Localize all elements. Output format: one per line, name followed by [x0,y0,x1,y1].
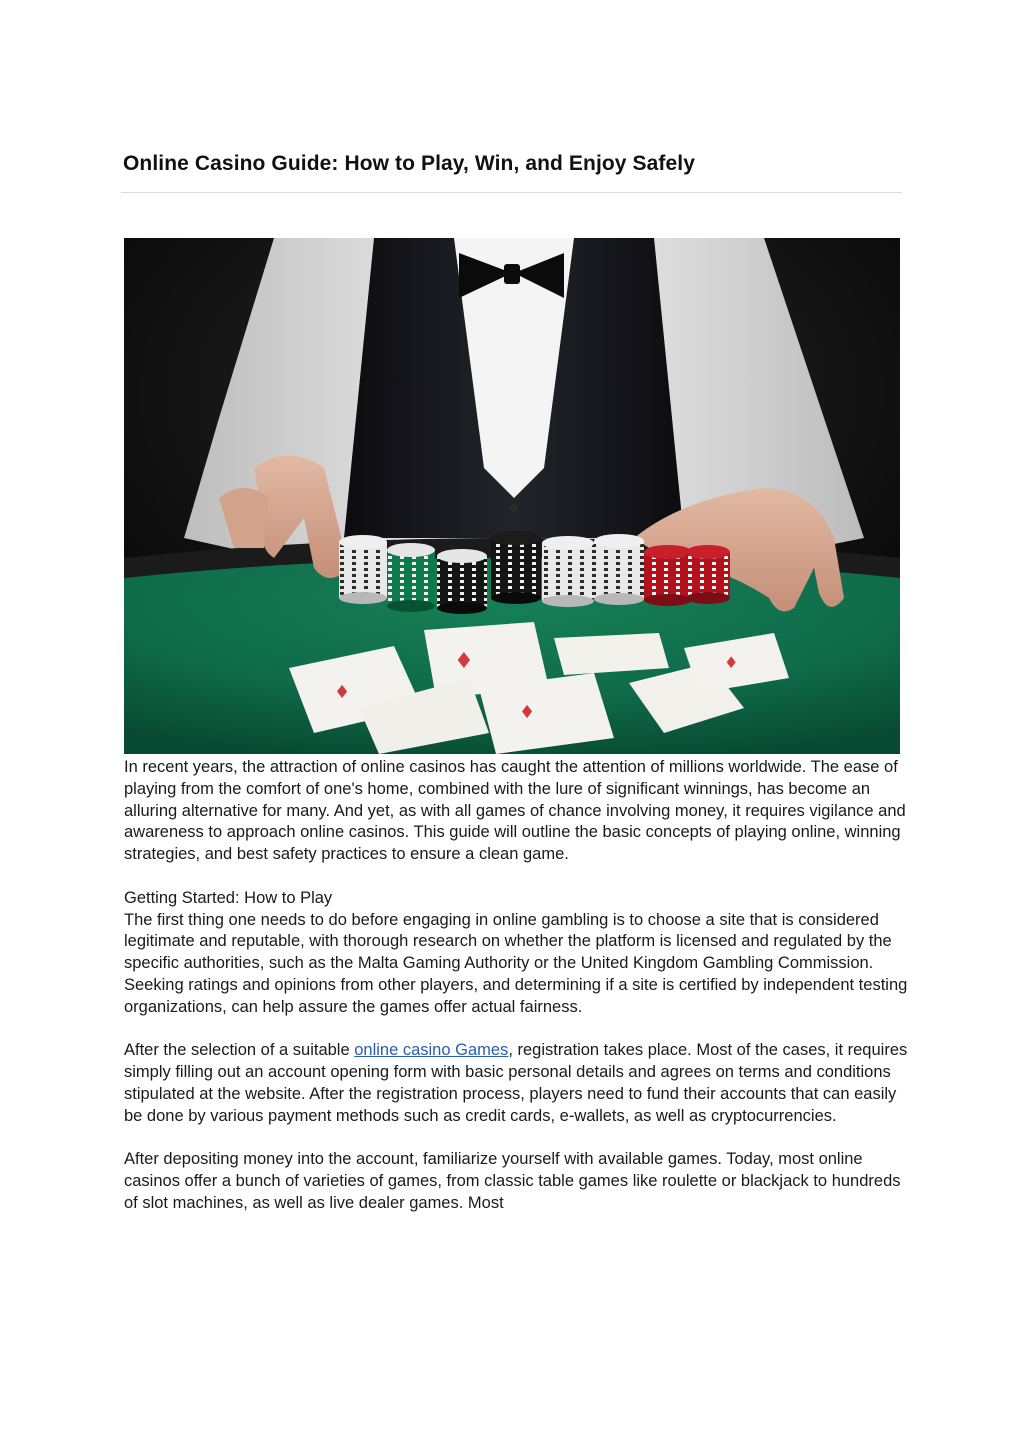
section-paragraph-2 [124,1040,914,1127]
section-paragraph-3: After depositing money into the account, familiarize yourself with available games. Today, most online casinos offer a bunch of varieties of games, from classic table games like roulette or blackjack to hundreds of slot machines, as well as live dealer games. Most [124,1150,901,1212]
section-paragraph-1: The first thing one needs to do before engaging in online gambling is to choose a site that is considered legitimate and reputable, with thorough research on whether the platform is licensed and regulated by the specific authorities, such as the Malta Gaming Authority or the United Kingdom Gambling Commission. Seeking ratings and opinions from other players, and determining if a site is certified by independent testing organizations, can help assure the games offer actual fairness. [124,910,908,1016]
svg-text:♦: ♦ [724,653,739,672]
svg-text:♦: ♦ [519,702,536,723]
paragraph-text-before-link: After the selection of a suitable [124,1041,355,1060]
svg-text:♦: ♦ [334,682,351,703]
title-divider [121,192,902,193]
intro-paragraph: In recent years, the attraction of online casinos has caught the attention of millions worldwide. The ease of playing from the comfort of one's home, combined with the lure of significant winnings, has become an alluring alternative for many. And yet, as with all games of chance involving money, it requires vigilance and awareness to approach online casinos. This guide will outline the basic concepts of playing online, winning strategies, and best safety practices to ensure a clean game. [124,758,906,864]
paragraph-text-after-link: , registration takes place. Most of the cases, it requires simply filling out an account opening form with basic personal details and agrees on terms and conditions stipulated at the website. After the registration process, players need to fund their accounts that can easily be done by various payment methods such as credit cards, e-wallets, as well as cryptocurrencies. [124,1041,908,1125]
online-casino-games-link[interactable]: online casino Games [354,1041,509,1060]
page-title: Online Casino Guide: How to Play, Win, and Enjoy Safely [123,152,695,175]
section-heading: Getting Started: How to Play [124,888,333,907]
article-body [124,757,914,1237]
svg-text:♦: ♦ [454,649,474,674]
hero-image [124,238,900,754]
